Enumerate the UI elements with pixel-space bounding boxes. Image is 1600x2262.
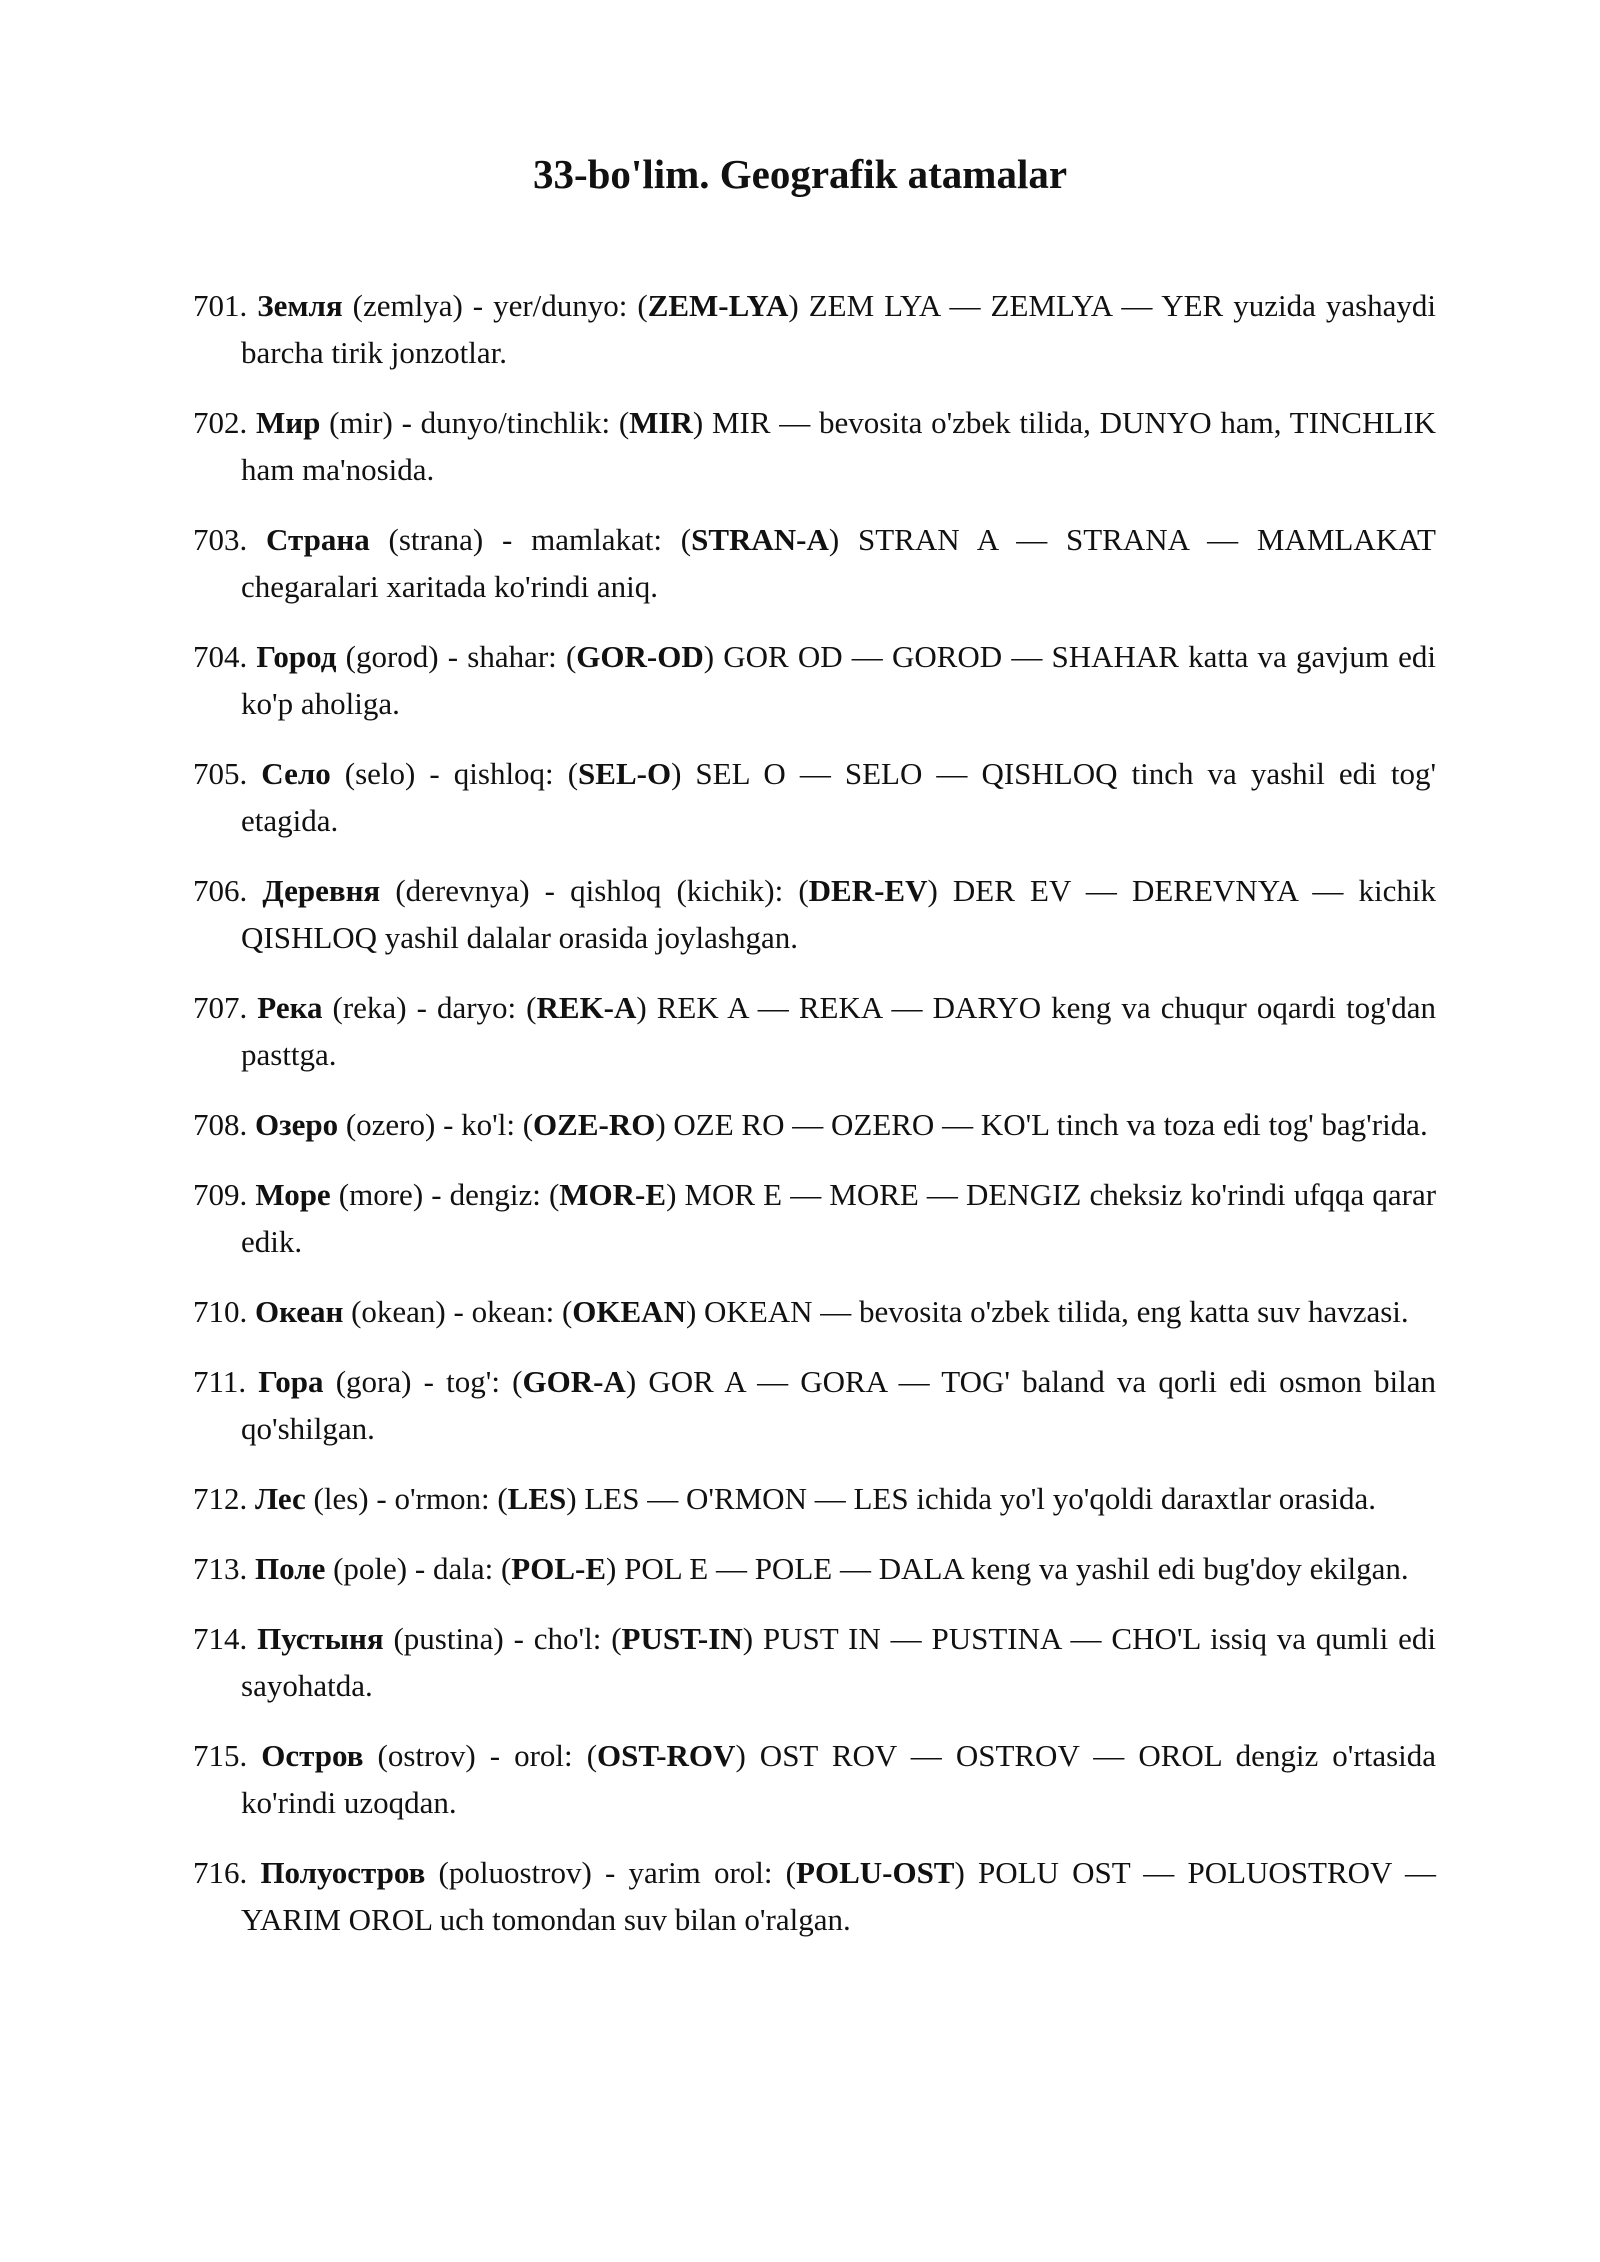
entry-transliteration: (gorod) [345,639,439,674]
vocabulary-entry [193,1545,1436,1592]
entry-number: 703. [193,522,248,557]
entry-syllables: GOR-A [522,1364,626,1399]
vocabulary-entry [193,1732,1436,1826]
entry-mnemonic: ) GOR A — GORA — TOG' baland va qorli edi osmon bilan qo'shilgan. [241,1364,1437,1446]
entry-number: 713. [193,1551,248,1586]
entry-mnemonic: ) DER EV — DEREVNYA — kichik QISHLOQ yashil dalalar orasida joylashgan. [241,873,1437,955]
entry-meaning: - yarim orol: ( [604,1855,797,1890]
entry-number: 710. [193,1294,248,1329]
vocabulary-entry [193,1171,1436,1265]
entry-syllables: MIR [629,405,693,440]
entry-word: Деревня [262,873,381,908]
entry-meaning: - qishloq (kichik): ( [544,873,809,908]
entry-syllables: OZE-RO [533,1107,656,1142]
entry-word: Пустыня [257,1621,384,1656]
entry-meaning: - ko'l: ( [443,1107,534,1142]
entry-number: 706. [193,873,248,908]
entry-meaning: - tog': ( [423,1364,523,1399]
entry-transliteration: (derevnya) [395,873,530,908]
entry-syllables: GOR-OD [576,639,704,674]
entry-transliteration: (ostrov) [377,1738,476,1773]
entry-word: Город [256,639,337,674]
entry-syllables: MOR-E [559,1177,667,1212]
vocabulary-list [193,282,1436,1966]
entry-syllables: LES [507,1481,567,1516]
entry-mnemonic: ) OKEAN — bevosita o'zbek tilida, eng katta suv havzasi. [685,1294,1409,1329]
vocabulary-entry [193,1475,1436,1522]
entry-word: Страна [266,522,370,557]
entry-meaning: - shahar: ( [447,639,577,674]
entry-transliteration: (strana) [388,522,484,557]
entry-number: 708. [193,1107,248,1142]
entry-meaning: - o'rmon: ( [376,1481,508,1516]
entry-meaning: - dunyo/tinchlik: ( [401,405,630,440]
entry-word: Гора [258,1364,324,1399]
vocabulary-entry [193,1358,1436,1452]
entry-mnemonic: ) REK A — REKA — DARYO keng va chuqur oqardi tog'dan pasttga. [241,990,1437,1072]
entry-number: 701. [193,288,248,323]
entry-word: Село [261,756,331,791]
page-title: 33-bo'lim. Geografik atamalar [532,151,1068,197]
vocabulary-entry [193,750,1436,844]
entry-number: 715. [193,1738,248,1773]
entry-transliteration: (les) [313,1481,369,1516]
entry-word: Океан [255,1294,344,1329]
entry-transliteration: (selo) [344,756,416,791]
entry-syllables: ZEM-LYA [647,288,789,323]
entry-number: 709. [193,1177,248,1212]
entry-number: 716. [193,1855,248,1890]
entry-transliteration: (okean) [351,1294,446,1329]
entry-number: 711. [193,1364,247,1399]
entry-transliteration: (gora) [335,1364,412,1399]
entry-mnemonic: ) POLU OST — POLUOSTROV — YARIM OROL uch tomondan suv bilan o'ralgan. [241,1855,1437,1937]
entry-meaning: - orol: ( [489,1738,598,1773]
entry-syllables: SEL-O [578,756,672,791]
entry-transliteration: (poluostrov) [438,1855,592,1890]
entry-mnemonic: ) OZE RO — OZERO — KO'L tinch va toza edi tog' bag'rida. [655,1107,1428,1142]
entry-word: Полуостров [260,1855,426,1890]
entry-syllables: OST-ROV [597,1738,736,1773]
vocabulary-entry [193,1615,1436,1709]
entry-mnemonic: ) STRAN A — STRANA — MAMLAKAT chegaralari xaritada ko'rindi aniq. [241,522,1436,604]
entry-mnemonic: ) PUST IN — PUSTINA — CHO'L issiq va qumli edi sayohatda. [241,1621,1437,1703]
entry-number: 705. [193,756,248,791]
entry-word: Море [255,1177,331,1212]
entry-meaning: - yer/dunyo: ( [472,288,648,323]
entry-word: Озеро [255,1107,339,1142]
entry-transliteration: (ozero) [345,1107,436,1142]
entry-number: 704. [193,639,248,674]
entry-transliteration: (pole) [333,1551,408,1586]
entry-mnemonic: ) MIR — bevosita o'zbek tilida, DUNYO ham, TINCHLIK ham ma'nosida. [241,405,1436,487]
entry-mnemonic: ) LES — O'RMON — LES ichida yo'l yo'qoldi daraxtlar orasida. [566,1481,1376,1516]
entry-mnemonic: ) SEL O — SELO — QISHLOQ tinch va yashil edi tog' etagida. [241,756,1437,838]
entry-meaning: - qishloq: ( [429,756,579,791]
entry-word: Поле [255,1551,326,1586]
vocabulary-entry [193,282,1436,376]
entry-word: Мир [256,405,321,440]
vocabulary-entry [193,984,1436,1078]
entry-mnemonic: ) OST ROV — OSTROV — OROL dengiz o'rtasida ko'rindi uzoqdan. [241,1738,1437,1820]
entry-transliteration: (mir) [329,405,393,440]
vocabulary-entry [193,516,1436,610]
entry-number: 707. [193,990,248,1025]
entry-mnemonic: ) ZEM LYA — ZEMLYA — YER yuzida yashaydi barcha tirik jonzotlar. [241,288,1437,370]
entry-mnemonic: ) MOR E — MORE — DENGIZ cheksiz ko'rindi ufqqa qarar edik. [241,1177,1437,1259]
entry-syllables: DER-EV [808,873,928,908]
entry-transliteration: (reka) [332,990,407,1025]
entry-word: Остров [261,1738,364,1773]
vocabulary-entry [193,399,1436,493]
entry-meaning: - dala: ( [414,1551,512,1586]
vocabulary-entry [193,867,1436,961]
entry-word: Земля [257,288,343,323]
entry-word: Река [257,990,323,1025]
entry-transliteration: (zemlya) [352,288,463,323]
vocabulary-entry [193,1101,1436,1148]
vocabulary-entry [193,1849,1436,1943]
entry-meaning: - mamlakat: ( [502,522,692,557]
vocabulary-entry [193,1288,1436,1335]
entry-transliteration: (more) [338,1177,424,1212]
entry-word: Лес [255,1481,306,1516]
entry-syllables: POL-E [511,1551,607,1586]
entry-mnemonic: ) GOR OD — GOROD — SHAHAR katta va gavjum edi ko'p aholiga. [241,639,1437,721]
entry-meaning: - daryo: ( [416,990,537,1025]
entry-number: 712. [193,1481,248,1516]
entry-syllables: OKEAN [572,1294,686,1329]
entry-syllables: PUST-IN [621,1621,743,1656]
vocabulary-entry [193,633,1436,727]
entry-mnemonic: ) POL E — POLE — DALA keng va yashil edi bug'doy ekilgan. [606,1551,1409,1586]
entry-syllables: REK-A [536,990,637,1025]
entry-syllables: STRAN-A [691,522,829,557]
entry-meaning: - okean: ( [453,1294,573,1329]
entry-syllables: POLU-OST [796,1855,955,1890]
entry-meaning: - dengiz: ( [431,1177,560,1212]
entry-number: 702. [193,405,248,440]
entry-transliteration: (pustina) [393,1621,504,1656]
entry-number: 714. [193,1621,248,1656]
entry-meaning: - cho'l: ( [513,1621,622,1656]
